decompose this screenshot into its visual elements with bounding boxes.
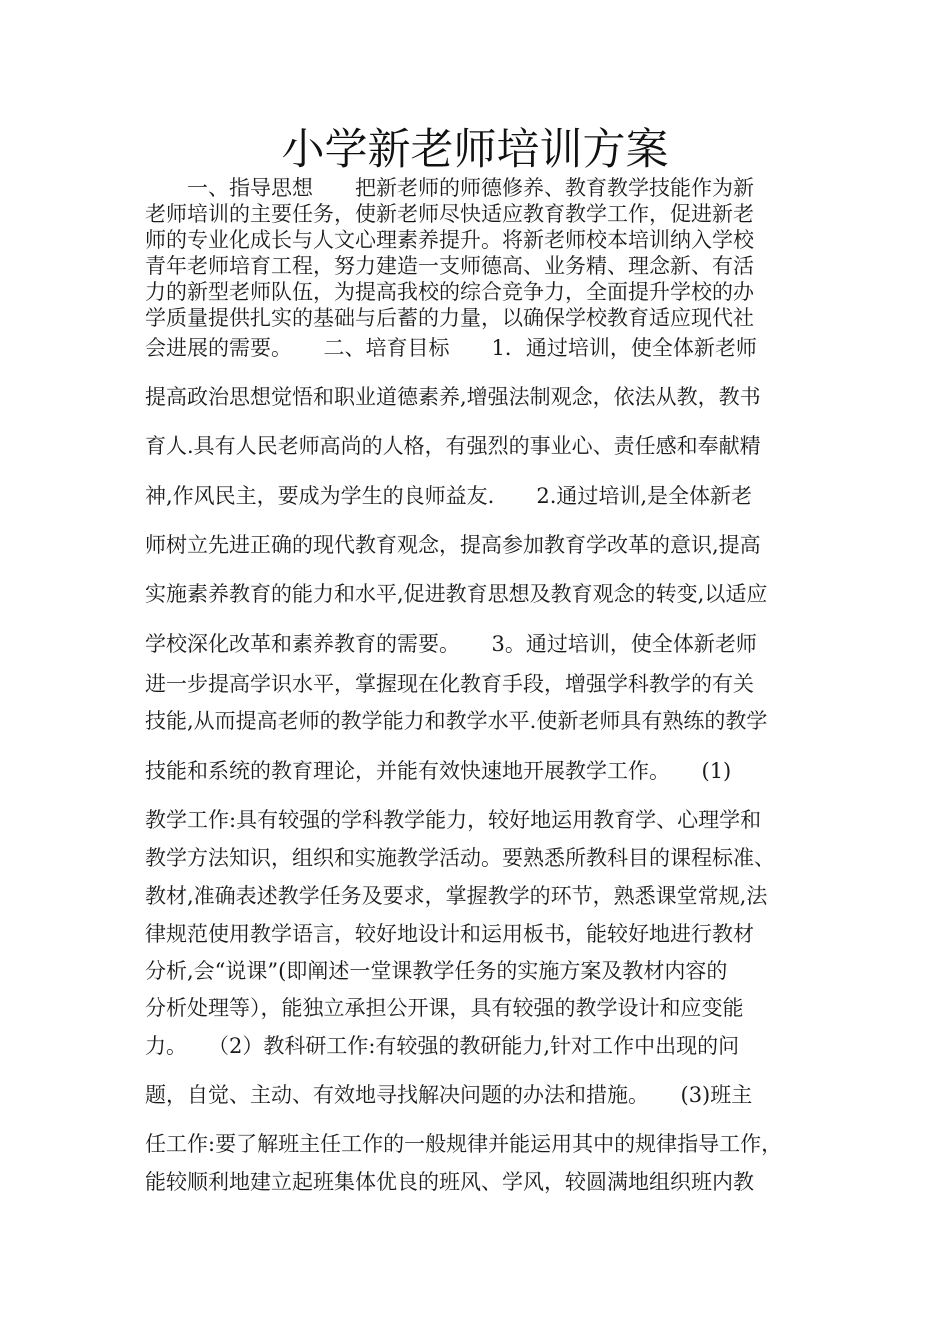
paragraph-line: 进一步提高学识水平，掌握现在化教育手段，增强学科教学的有关 xyxy=(145,672,754,696)
paragraph-line: 一、指导思想 把新老师的师德修养、教育教学技能作为新 xyxy=(145,176,754,200)
paragraph-line: 律规范使用教学语言，较好地设计和运用板书，能较好地进行教材 xyxy=(145,922,754,946)
document-title: 小学新老师培训方案 xyxy=(281,125,669,175)
paragraph-line: 教学方法知识，组织和实施教学活动。要熟悉所教科目的课程标准、 xyxy=(145,846,775,870)
paragraph-line: 能较顺利地建立起班集体优良的班风、学风，较圆满地组织班内教 xyxy=(145,1170,754,1194)
paragraph-line: 师树立先进正确的现代教育观念，提高参加教育学改革的意识,提高 xyxy=(145,533,761,557)
paragraph-line: 青年老师培育工程，努力建造一支师德高、业务精、理念新、有活 xyxy=(145,254,754,278)
paragraph-line: 实施素养教育的能力和水平,促进教育思想及教育观念的转变,以适应 xyxy=(145,582,768,606)
paragraph-line: 育人.具有人民老师高尚的人格，有强烈的事业心、责任感和奉献精 xyxy=(145,434,761,458)
paragraph-line: 力的新型老师队伍，为提高我校的综合竞争力，全面提升学校的办 xyxy=(145,280,754,304)
paragraph-line: 力。 （2）教科研工作:有较强的教研能力,针对工作中出现的问 xyxy=(145,1034,740,1058)
paragraph-line: 教材,准确表述教学任务及要求，掌握教学的环节，熟悉课堂常规,法 xyxy=(145,884,768,908)
paragraph-line: 教学工作:具有较强的学科教学能力，较好地运用教育学、心理学和 xyxy=(145,808,762,832)
paragraph-line: 学质量提供扎实的基础与后蓄的力量，以确保学校教育适应现代社 xyxy=(145,306,754,330)
paragraph-line: 神,作风民主，要成为学生的良师益友. 2.通过培训,是全体新老 xyxy=(145,484,753,508)
paragraph-line: 题，自觉、主动、有效地寻找解决问题的办法和措施。 (3)班主 xyxy=(145,1083,753,1107)
paragraph-line: 提高政治思想觉悟和职业道德素养,增强法制观念，依法从教，教书 xyxy=(145,385,761,409)
paragraph-line: 师的专业化成长与人文心理素养提升。将新老师校本培训纳入学校 xyxy=(145,228,754,252)
paragraph-line: 学校深化改革和素养教育的需要。 3。通过培训，使全体新老师 xyxy=(145,632,757,656)
paragraph-line: 会进展的需要。 二、培育目标 1．通过培训，使全体新老师 xyxy=(145,336,757,360)
paragraph-line: 老师培训的主要任务，使新老师尽快适应教育教学工作，促进新老 xyxy=(145,202,754,226)
paragraph-line: 技能和系统的教育理论，并能有效快速地开展教学工作。 (1) xyxy=(145,759,732,783)
paragraph-line: 任工作:要了解班主任工作的一般规律并能运用其中的规律指导工作， xyxy=(145,1132,783,1156)
paragraph-line: 技能,从而提高老师的教学能力和教学水平.使新老师具有熟练的教学 xyxy=(145,709,768,733)
paragraph-line: 分析,会“说课”(即阐述一堂课教学任务的实施方案及教材内容的 xyxy=(145,959,728,983)
paragraph-line: 分析处理等），能独立承担公开课，具有较强的教学设计和应变能 xyxy=(145,996,744,1020)
